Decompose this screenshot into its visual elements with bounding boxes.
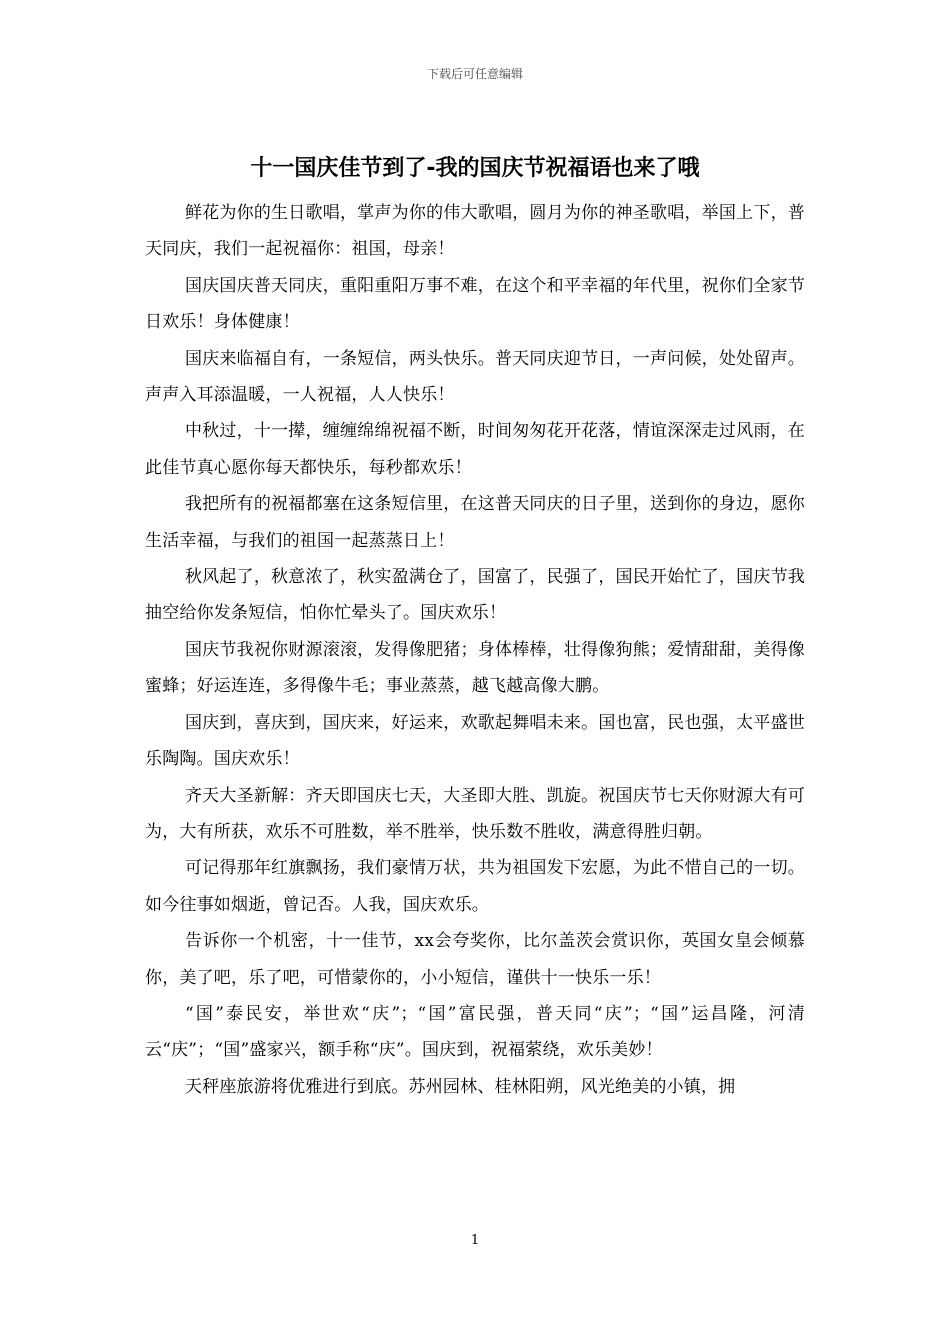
paragraph: 齐天大圣新解：齐天即国庆七天，大圣即大胜、凯旋。祝国庆节七天你财源大有可为，大有所获，欢乐不可胜数，举不胜举，快乐数不胜收，满意得胜归朝。 (145, 785, 805, 842)
paragraph: 天秤座旅游将优雅进行到底。苏州园林、桂林阳朔，风光绝美的小镇，拥 (184, 1076, 736, 1097)
paragraph: 国庆节我祝你财源滚滚，发得像肥猪；身体棒棒，壮得像狗熊；爱情甜甜，美得像蜜蜂；好运连连，多得像牛毛；事业蒸蒸，越飞越高像大鹏。 (145, 639, 805, 697)
document-title: 十一国庆佳节到了-我的国庆节祝福语也来了哦 (250, 156, 700, 181)
document-body (145, 195, 805, 1105)
paragraph: 国庆到，喜庆到，国庆来，好运来，欢歌起舞唱未来。国也富，民也强，太平盛世乐陶陶。国庆欢乐！ (145, 712, 805, 770)
paragraph: 中秋过，十一撵，缠缠绵绵祝福不断，时间匆匆花开花落，情谊深深走过风雨，在此佳节真心愿你每天都快乐，每秒都欢乐！ (145, 421, 805, 478)
paragraph: 秋风起了，秋意浓了，秋实盈满仓了，国富了，民强了，国民开始忙了，国庆节我抽空给你发条短信，怕你忙晕头了。国庆欢乐！ (145, 567, 805, 624)
page-number: 1 (470, 1233, 480, 1248)
paragraph: 国庆国庆普天同庆，重阳重阳万事不难，在这个和平幸福的年代里，祝你们全家节日欢乐！身体健康！ (145, 275, 805, 333)
paragraph: 国庆来临福自有，一条短信，两头快乐。普天同庆迎节日，一声问候，处处留声。声声入耳添温暖，一人祝福，人人快乐！ (145, 348, 805, 406)
paragraph: “国”泰民安，举世欢“庆”；“国”富民强，普天同“庆”；“国”运昌隆，河清云“庆”；“国”盛家兴，额手称“庆”。国庆到，祝福萦绕，欢乐美妙！ (145, 1003, 805, 1061)
header-note: 下载后可任意编辑 (426, 67, 523, 81)
paragraph: 我把所有的祝福都塞在这条短信里，在这普天同庆的日子里，送到你的身边，愿你生活幸福，与我们的祖国一起蒸蒸日上！ (145, 494, 805, 551)
paragraph: 可记得那年红旗飘扬，我们豪情万状，共为祖国发下宏愿，为此不惜自己的一切。如今往事如烟逝，曾记否。人我，国庆欢乐。 (145, 858, 805, 915)
paragraph: 告诉你一个机密，十一佳节，xx会夸奖你，比尔盖茨会赏识你，英国女皇会倾慕你，美了吧，乐了吧，可惜蒙你的，小小短信，谨供十一快乐一乐！ (145, 931, 805, 988)
paragraph: 鲜花为你的生日歌唱，掌声为你的伟大歌唱，圆月为你的神圣歌唱，举国上下，普天同庆，我们一起祝福你：祖国，母亲！ (145, 203, 805, 260)
